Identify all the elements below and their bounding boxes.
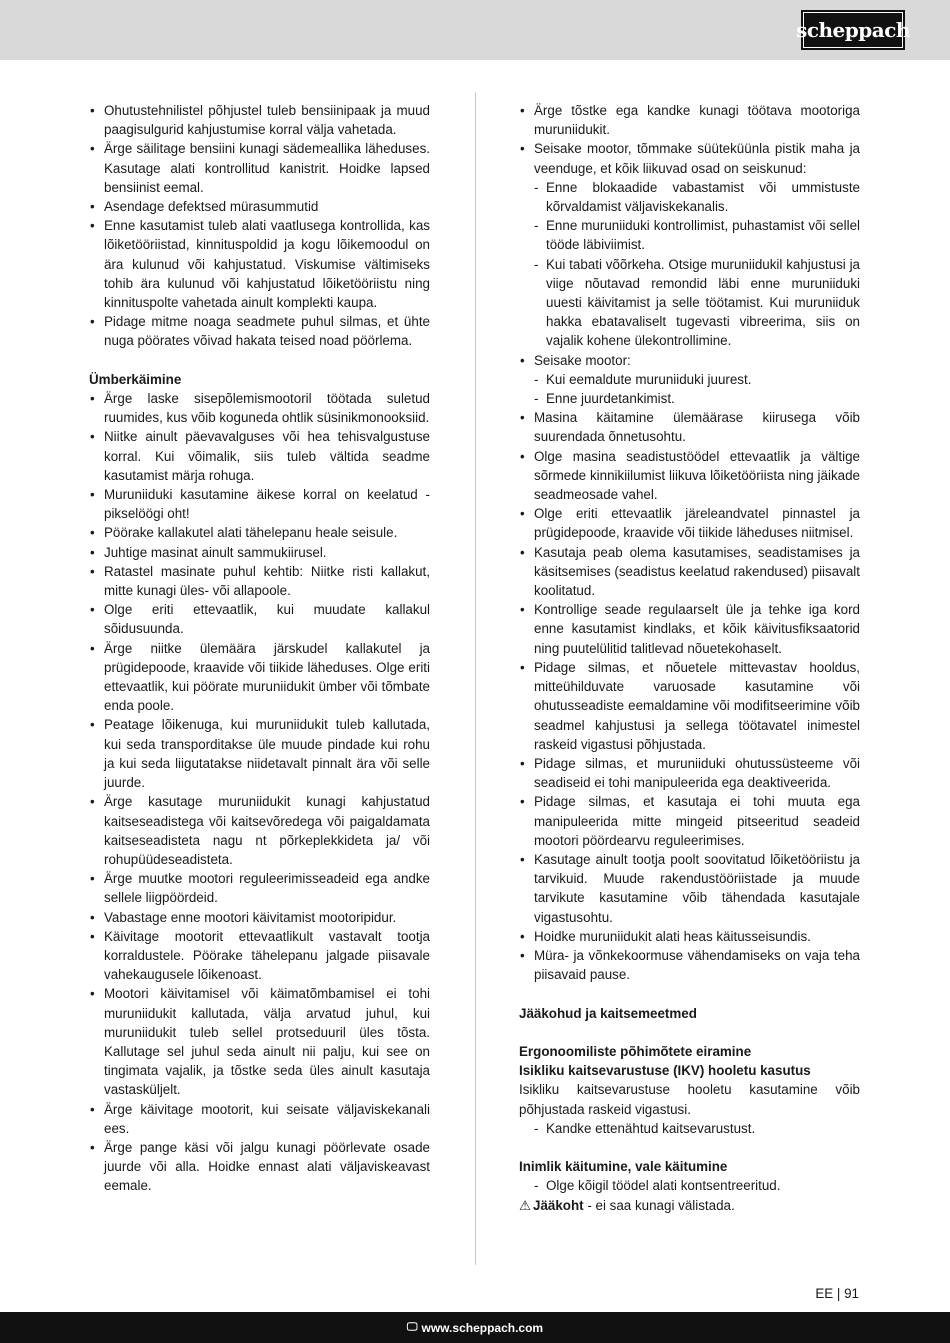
- list-item: • Pidage mitme noaga seadmete puhul silmas, et ühte nuga pöörates võivad hakata teised noad pöörlema.: [89, 312, 430, 350]
- section-heading-ppe: Isikliku kaitsevarustuse (IKV) hooletu kasutus: [519, 1063, 811, 1079]
- monitor-icon: 🖵: [406, 1321, 418, 1333]
- list-item: • Pidage silmas, et nõuetele mittevastav hooldus, mitteühilduvate varuosade kasutamine või ohutusseadiste eemaldamine või modifitseerimine võib seadmel kahjustusi ja sellega töötavatel inimestel raskeid vigastusi põhjustada.: [519, 658, 860, 754]
- list-item: • Seisake mootor:: [519, 351, 860, 370]
- list-item: • Asendage defektsed mürasummutid: [89, 197, 430, 216]
- section-heading-handling: Ümberkäimine: [89, 371, 182, 387]
- residual-risk-text: - ei saa kunagi välistada.: [583, 1197, 735, 1213]
- ppe-list: [519, 1119, 860, 1138]
- list-item: • Kontrollige seade regulaarselt üle ja tehke iga kord enne kasutamist kindlaks, et kõik käivitusfiksaatorid ning puutelülitid talitlevad nõuetekohaselt.: [519, 600, 860, 658]
- behavior-list: [519, 1176, 860, 1195]
- column-divider: [475, 92, 476, 1265]
- list-item: • Vabastage enne mootori käivitamist mootoripidur.: [89, 908, 430, 927]
- list-item: • Ärge säilitage bensiini kunagi sädemeallika läheduses. Kasutage alati kontrollitud kanistrit. Hoidke lapsed bensiinist eemal.: [89, 139, 430, 197]
- list-item: • Pöörake kallakutel alati tähelepanu heale seisule.: [89, 523, 430, 542]
- sub-list-item: - Enne blokaadide vabastamist või ummistuste kõrvaldamist väljaviskekanalis.: [519, 178, 860, 216]
- sub-list-item: - Enne muruniiduki kontrollimist, puhastamist või sellel tööde läbiviimist.: [519, 216, 860, 254]
- sub-list-item: - Kui tabati võõrkeha. Otsige muruniidukil kahjustusi ja viige nõutavad remondid läbi enne muruniiduki uuesti käivitamist ja selle töötamist. Kui muruniiduk hakka ebatavaliselt tugevasti vibreerima, siis on vajalik kohene ülekontrollimine.: [519, 255, 860, 351]
- right-column: [519, 101, 860, 1215]
- list-item: • Müra- ja võnkekoormuse vähendamiseks on vaja teha piisavaid pause.: [519, 946, 860, 984]
- list-item: • Niitke ainult päevavalguses või hea tehisvalgustuse korral. Kui võimalik, siis tuleb vältida seadme kasutamist märja rohuga.: [89, 427, 430, 485]
- residual-risk-note: [519, 1196, 860, 1215]
- operation-list: [519, 101, 860, 984]
- sub-list-item: - Enne juurdetankimist.: [519, 389, 860, 408]
- sub-list-item: - Kui eemaldute muruniiduki juurest.: [519, 370, 860, 389]
- list-item: • Ärge käivitage mootorit, kui seisate väljaviskekanali ees.: [89, 1100, 430, 1138]
- list-item: • Pidage silmas, et muruniiduki ohutussüsteeme või seadiseid ei tohi manipuleerida ega deaktiveerida.: [519, 754, 860, 792]
- list-item: • Ohutustehnilistel põhjustel tuleb bensiinipaak ja muud paagisulgurid kahjustumise korral välja vahetada.: [89, 101, 430, 139]
- scheppach-logo: scheppach: [801, 10, 905, 50]
- section-heading-residual-risks: Jääkohud ja kaitsemeetmed: [519, 1005, 697, 1021]
- warning-triangle-icon: ⚠: [519, 1197, 532, 1213]
- section-heading-behavior: Inimlik käitumine, vale käitumine: [519, 1159, 728, 1175]
- list-item: • Käivitage mootorit ettevaatlikult vastavalt tootja korraldustele. Pöörake tähelepanu jalgade piisavale vahekaugusele lõikenoast.: [89, 927, 430, 985]
- ppe-text: Isikliku kaitsevarustuse hooletu kasutamine võib põhjustada raskeid vigastusi.: [519, 1082, 860, 1117]
- sub-list-item: - Olge kõigil töödel alati kontsentreeritud.: [519, 1176, 860, 1195]
- list-item: • Olge eriti ettevaatlik järeleandvatel pinnastel ja prügidepoode, kraavide või tiikide läheduses niitmisel.: [519, 504, 860, 542]
- list-item: • Hoidke muruniidukit alati heas käitusseisundis.: [519, 927, 860, 946]
- footer-bar: [0, 1312, 950, 1343]
- sub-list-item: - Kandke ettenähtud kaitsevarustust.: [519, 1119, 860, 1138]
- list-item: • Juhtige masinat ainult sammukiirusel.: [89, 543, 430, 562]
- list-item: • Ärge muutke mootori reguleerimisseadeid ega andke sellele liigpöördeid.: [89, 869, 430, 907]
- website-link[interactable]: www.scheppach.com: [421, 1320, 544, 1335]
- list-item: • Olge eriti ettevaatlik, kui muudate kallakul sõidusuunda.: [89, 600, 430, 638]
- residual-risk-label: Jääkoht: [533, 1197, 584, 1213]
- left-column: [89, 101, 430, 1196]
- list-item: • Peatage lõikenuga, kui muruniidukit tuleb kallutada, kui seda transporditakse üle muude pindade kui rohu ja kui seda liigutatakse niidetavalt pinnalt ära või selle juurde.: [89, 715, 430, 792]
- list-item: • Ratastel masinate puhul kehtib: Niitke risti kallakut, mitte kunagi üles- või allapoole.: [89, 562, 430, 600]
- list-item: • Muruniiduki kasutamine äikese korral on keelatud - pikselöögi oht!: [89, 485, 430, 523]
- list-item: • Masina käitamine ülemäärase kiirusega võib suurendada õnnetusohtu.: [519, 408, 860, 446]
- list-item: • Ärge kasutage muruniidukit kunagi kahjustatud kaitseseadistega või kaitsevõredega või paigaldamata kaitseseadisteta nagu nt põrkeplekkideta ja/ või rohupüüdeseadisteta.: [89, 792, 430, 869]
- list-item: • Ärge laske sisepõlemismootoril töötada suletud ruumides, kus võib koguneda ohtlik süsinikmonooksiid.: [89, 389, 430, 427]
- safety-list: [89, 101, 430, 351]
- list-item: • Seisake mootor, tõmmake süüteküünla pistik maha ja veenduge, et kõik liikuvad osad on seiskunud:: [519, 139, 860, 177]
- handling-list: [89, 389, 430, 1196]
- section-heading-ergonomics: Ergonoomiliste põhimõtete eiramine: [519, 1043, 752, 1059]
- list-item: • Enne kasutamist tuleb alati vaatlusega kontrollida, kas lõiketööriistad, kinnituspoldid ja kogu lõikemoodul on ära kulunud või kahjustatud. Viskumise vältimiseks tohib ära kulunud või kahjustatud lõiketööriistu ning kinnituspolte vahetada ainult komplekti kaupa.: [89, 216, 430, 312]
- page-number: EE | 91: [815, 1286, 859, 1301]
- list-item: • Ärge pange käsi või jalgu kunagi pöörlevate osade juurde või alla. Hoidke ennast alati väljaviskeavast eemale.: [89, 1138, 430, 1196]
- list-item: • Mootori käivitamisel või käimatõmbamisel ei tohi muruniidukit kallutada, välja arvatud juhul, kui muruniidukit tuleb sellel protseduuril üles tõsta. Kallutage sel juhul seda ainult nii palju, kui see on tingimata vajalik, ja tõstke seda üles ainult kasutaja vastasküljelt.: [89, 984, 430, 1099]
- list-item: • Kasutage ainult tootja poolt soovitatud lõiketööriistu ja tarvikuid. Muude rakendustööriistade ja muude tarvikute kasutamine võib tähendada kasutajale vigastusohtu.: [519, 850, 860, 927]
- list-item: • Kasutaja peab olema kasutamises, seadistamises ja käsitsemises (seadistus keelatud rakendused) piisavalt koolitatud.: [519, 543, 860, 601]
- list-item: • Olge masina seadistustöödel ettevaatlik ja vältige sõrmede kinnikiilumist liikuva lõiketööriista ning jäikade seadmeosade vahel.: [519, 447, 860, 505]
- list-item: • Pidage silmas, et kasutaja ei tohi muuta ega manipuleerida mitte mingeid pitseeritud seadeid mootori pöördearvu reguleerimises.: [519, 792, 860, 850]
- list-item: • Ärge niitke ülemäära järskudel kallakutel ja prügidepoode, kraavide või tiikide läheduses. Olge eriti ettevaatlik, kui pöörate muruniidukit ümber või tõmbate enda poole.: [89, 639, 430, 716]
- list-item: • Ärge tõstke ega kandke kunagi töötava mootoriga muruniidukit.: [519, 101, 860, 139]
